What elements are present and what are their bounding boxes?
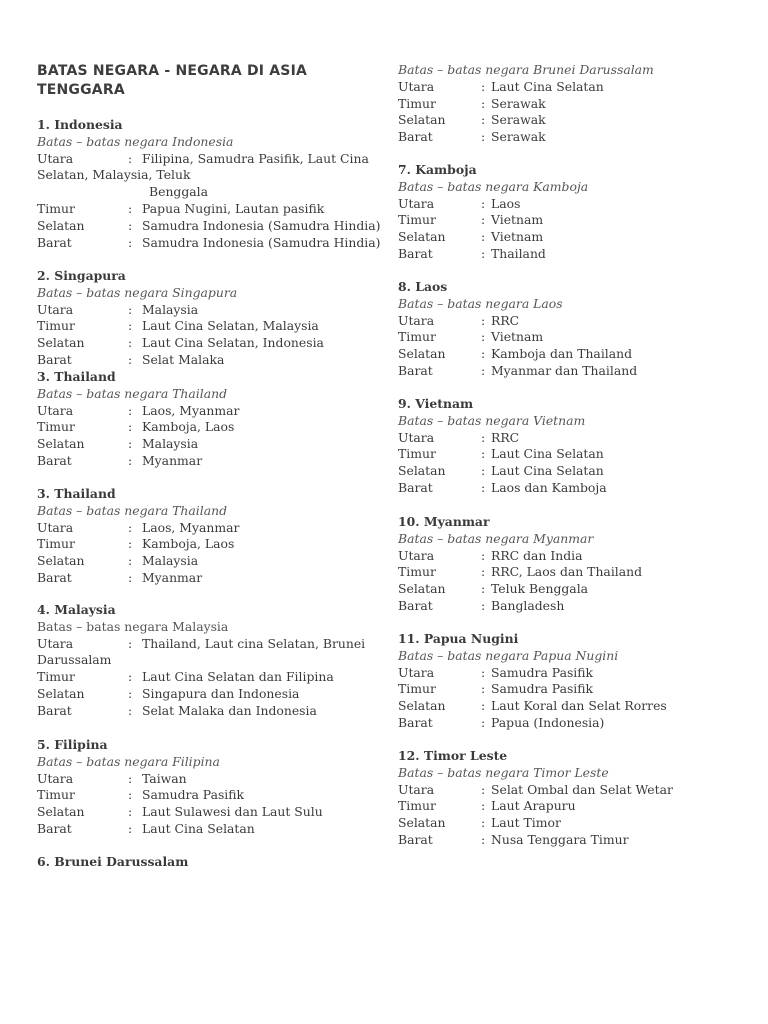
border-value: Papua Nugini, Lautan pasifik xyxy=(142,200,325,216)
section-heading: 11. Papua Nugini xyxy=(398,631,519,646)
border-value: Myanmar xyxy=(142,569,203,585)
direction-label: Barat xyxy=(37,702,72,718)
direction-label: Selatan xyxy=(398,581,446,597)
separator: : xyxy=(481,78,486,94)
separator: : xyxy=(481,831,486,847)
border-value: Selat Malaka xyxy=(142,351,225,367)
separator: : xyxy=(128,351,133,367)
border-row xyxy=(398,798,738,815)
border-row xyxy=(398,346,738,363)
separator: : xyxy=(128,553,133,569)
border-row xyxy=(398,112,738,129)
border-value: Myanmar dan Thailand xyxy=(491,362,638,378)
section-subtitle: Batas – batas negara Thailand xyxy=(37,502,228,518)
separator: : xyxy=(481,346,486,362)
border-value: Laut Sulawesi dan Laut Sulu xyxy=(142,804,323,820)
direction-label: Barat xyxy=(398,597,433,613)
border-row xyxy=(398,548,738,565)
border-row xyxy=(37,804,387,821)
separator: : xyxy=(481,245,486,261)
separator: : xyxy=(128,787,133,803)
direction-label: Selatan xyxy=(398,346,446,362)
section-heading: 10. Myanmar xyxy=(398,514,490,529)
border-value: Thailand xyxy=(491,245,546,261)
border-value: Vietnam xyxy=(491,329,544,345)
border-value: Laut Koral dan Selat Rorres xyxy=(491,698,667,714)
separator: : xyxy=(128,335,133,351)
direction-label: Selatan xyxy=(398,463,446,479)
separator: : xyxy=(128,685,133,701)
border-row xyxy=(37,703,387,720)
separator: : xyxy=(481,129,486,145)
section-heading: 4. Malaysia xyxy=(37,602,116,617)
country-section xyxy=(398,748,738,849)
border-value: Papua (Indonesia) xyxy=(491,714,605,730)
section-subtitle: Batas – batas negara Filipina xyxy=(37,753,220,769)
section-subtitle: Batas – batas negara Malaysia xyxy=(37,618,229,634)
direction-label: Timur xyxy=(398,95,436,111)
direction-label: Barat xyxy=(398,129,433,145)
border-row xyxy=(398,79,738,96)
direction-label: Timur xyxy=(398,564,436,580)
separator: : xyxy=(481,229,486,245)
border-value: Selat Malaka dan Indonesia xyxy=(142,702,317,718)
border-row xyxy=(37,821,387,838)
border-row xyxy=(37,553,387,570)
separator: : xyxy=(481,781,486,797)
direction-label: Utara xyxy=(398,312,435,328)
border-value: Serawak xyxy=(491,95,546,111)
direction-label: Utara xyxy=(37,519,74,535)
border-value: Laut Cina Selatan, Malaysia xyxy=(142,318,319,334)
separator: : xyxy=(481,362,486,378)
border-value: Selat Ombal dan Selat Wetar xyxy=(491,781,673,797)
section-heading: 6. Brunei Darussalam xyxy=(37,854,189,869)
page-title: BATAS NEGARA - NEGARA DI ASIA TENGGARA xyxy=(37,63,308,98)
section-heading: 1. Indonesia xyxy=(37,117,123,132)
border-row xyxy=(398,229,738,246)
row-continuation: Benggala xyxy=(149,184,209,200)
separator: : xyxy=(128,402,133,418)
separator: : xyxy=(481,479,486,495)
direction-label: Utara xyxy=(37,301,74,317)
separator: : xyxy=(128,669,133,685)
border-value: Kamboja, Laos xyxy=(142,419,235,435)
border-row xyxy=(37,318,387,335)
direction-label: Barat xyxy=(37,452,72,468)
direction-label: Utara xyxy=(398,664,435,680)
border-value: Samudra Pasifik xyxy=(142,787,245,803)
separator: : xyxy=(481,112,486,128)
border-value: Taiwan xyxy=(142,770,187,786)
direction-label: Utara xyxy=(398,195,435,211)
border-value: Samudra Pasifik xyxy=(491,681,594,697)
direction-label: Selatan xyxy=(398,229,446,245)
section-heading: 3. Thailand xyxy=(37,486,116,501)
border-row xyxy=(398,212,738,229)
section-subtitle: Batas – batas negara Kamboja xyxy=(398,178,589,194)
border-value: Laos xyxy=(491,195,521,211)
border-row xyxy=(398,832,738,849)
border-row xyxy=(37,771,387,788)
border-value: Thailand, Laut cina Selatan, Brunei xyxy=(142,635,366,651)
border-value: Singapura dan Indonesia xyxy=(142,685,300,701)
direction-label: Timur xyxy=(37,787,75,803)
border-row xyxy=(37,787,387,804)
border-row xyxy=(398,480,738,497)
border-value: Teluk Benggala xyxy=(491,581,589,597)
separator: : xyxy=(128,820,133,836)
section-subtitle: Batas – batas negara Myanmar xyxy=(398,530,594,546)
border-row xyxy=(398,246,738,263)
direction-label: Timur xyxy=(398,446,436,462)
separator: : xyxy=(128,635,133,651)
direction-label: Timur xyxy=(398,329,436,345)
border-value: Bangladesh xyxy=(491,597,565,613)
direction-label: Timur xyxy=(37,200,75,216)
direction-label: Utara xyxy=(398,547,435,563)
border-row xyxy=(398,665,738,682)
separator: : xyxy=(481,212,486,228)
direction-label: Selatan xyxy=(398,112,446,128)
separator: : xyxy=(128,436,133,452)
section-subtitle: Batas – batas negara Indonesia xyxy=(37,133,234,149)
separator: : xyxy=(128,419,133,435)
direction-label: Utara xyxy=(37,402,74,418)
separator: : xyxy=(128,217,133,233)
direction-label: Selatan xyxy=(398,698,446,714)
section-heading: 9. Vietnam xyxy=(398,396,474,411)
separator: : xyxy=(128,519,133,535)
section-heading: 12. Timor Leste xyxy=(398,748,508,763)
direction-label: Selatan xyxy=(37,804,85,820)
border-row xyxy=(398,463,738,480)
separator: : xyxy=(128,804,133,820)
direction-label: Selatan xyxy=(37,553,85,569)
border-row xyxy=(398,313,738,330)
direction-label: Utara xyxy=(398,781,435,797)
border-value: Samudra Indonesia (Samudra Hindia) xyxy=(142,217,381,233)
direction-label: Timur xyxy=(37,669,75,685)
separator: : xyxy=(481,698,486,714)
border-row xyxy=(37,235,387,252)
border-row xyxy=(37,453,387,470)
separator: : xyxy=(128,536,133,552)
border-value: Vietnam xyxy=(491,229,544,245)
border-value: Myanmar xyxy=(142,452,203,468)
separator: : xyxy=(481,564,486,580)
section-heading: 7. Kamboja xyxy=(398,162,477,177)
direction-label: Selatan xyxy=(37,436,85,452)
direction-label: Timur xyxy=(398,681,436,697)
border-value: Serawak xyxy=(491,112,546,128)
border-value: Laut Timor xyxy=(491,815,561,831)
border-row xyxy=(37,570,387,587)
country-section xyxy=(37,602,387,720)
border-row xyxy=(398,681,738,698)
section-subtitle: Batas – batas negara Laos xyxy=(398,295,563,311)
separator: : xyxy=(481,664,486,680)
direction-label: Barat xyxy=(37,351,72,367)
border-row xyxy=(37,419,387,436)
separator: : xyxy=(128,200,133,216)
separator: : xyxy=(481,597,486,613)
separator: : xyxy=(128,770,133,786)
direction-label: Utara xyxy=(37,150,74,166)
direction-label: Timur xyxy=(37,419,75,435)
border-row xyxy=(398,363,738,380)
border-row xyxy=(37,686,387,703)
border-value: Malaysia xyxy=(142,436,199,452)
direction-label: Utara xyxy=(398,429,435,445)
border-value: Nusa Tenggara Timur xyxy=(491,831,629,847)
border-row xyxy=(398,715,738,732)
border-value: Vietnam xyxy=(491,212,544,228)
country-section xyxy=(398,279,738,380)
border-value: Malaysia xyxy=(142,301,199,317)
country-section xyxy=(37,369,387,470)
section-subtitle: Batas – batas negara Thailand xyxy=(37,385,228,401)
border-row xyxy=(398,815,738,832)
border-value: Samudra Indonesia (Samudra Hindia) xyxy=(142,234,381,250)
border-value: RRC dan India xyxy=(491,547,583,563)
border-row xyxy=(398,598,738,615)
separator: : xyxy=(128,318,133,334)
separator: : xyxy=(128,702,133,718)
section-subtitle: Batas – batas negara Vietnam xyxy=(398,412,586,428)
border-value: Samudra Pasifik xyxy=(491,664,594,680)
border-row xyxy=(37,403,387,420)
direction-label: Utara xyxy=(37,770,74,786)
border-row xyxy=(37,669,387,686)
border-row xyxy=(37,520,387,537)
separator: : xyxy=(128,452,133,468)
country-section xyxy=(37,486,387,587)
border-value: Laos dan Kamboja xyxy=(491,479,607,495)
border-row xyxy=(398,782,738,799)
direction-label: Utara xyxy=(398,78,435,94)
border-value: RRC, Laos dan Thailand xyxy=(491,564,643,580)
border-row xyxy=(37,436,387,453)
border-value: Laut Cina Selatan xyxy=(491,463,604,479)
border-row xyxy=(398,129,738,146)
border-row xyxy=(398,196,738,213)
country-section xyxy=(398,62,738,146)
separator: : xyxy=(481,714,486,730)
direction-label: Barat xyxy=(37,234,72,250)
country-section xyxy=(398,631,738,732)
border-row xyxy=(37,218,387,235)
separator: : xyxy=(481,815,486,831)
border-row xyxy=(398,564,738,581)
country-section xyxy=(398,396,738,497)
border-value: Laut Cina Selatan, Indonesia xyxy=(142,335,324,351)
country-section xyxy=(37,737,387,838)
section-heading: 3. Thailand xyxy=(37,369,116,384)
country-section xyxy=(398,162,738,263)
row-continuation: Darussalam xyxy=(37,652,112,668)
country-section xyxy=(37,854,387,871)
border-row xyxy=(37,201,387,218)
separator: : xyxy=(128,234,133,250)
border-row xyxy=(37,151,387,168)
border-value: Kamboja dan Thailand xyxy=(491,346,633,362)
border-row xyxy=(398,430,738,447)
section-subtitle: Batas – batas negara Papua Nugini xyxy=(398,647,619,663)
separator: : xyxy=(481,312,486,328)
direction-label: Timur xyxy=(37,318,75,334)
border-value: Laos, Myanmar xyxy=(142,402,240,418)
border-value: Laut Cina Selatan xyxy=(491,446,604,462)
border-value: Kamboja, Laos xyxy=(142,536,235,552)
direction-label: Timur xyxy=(398,212,436,228)
direction-label: Barat xyxy=(37,569,72,585)
separator: : xyxy=(481,429,486,445)
section-subtitle: Batas – batas negara Singapura xyxy=(37,284,238,300)
separator: : xyxy=(481,547,486,563)
border-value: Laut Arapuru xyxy=(491,798,576,814)
direction-label: Barat xyxy=(398,479,433,495)
border-row xyxy=(398,698,738,715)
border-row xyxy=(37,335,387,352)
separator: : xyxy=(481,798,486,814)
separator: : xyxy=(128,569,133,585)
section-heading: 5. Filipina xyxy=(37,737,108,752)
separator: : xyxy=(481,581,486,597)
border-value: Malaysia xyxy=(142,553,199,569)
direction-label: Barat xyxy=(398,831,433,847)
section-subtitle: Batas – batas negara Timor Leste xyxy=(398,764,609,780)
separator: : xyxy=(481,329,486,345)
border-row xyxy=(398,446,738,463)
separator: : xyxy=(481,681,486,697)
border-value: Laos, Myanmar xyxy=(142,519,240,535)
border-value: Filipina, Samudra Pasifik, Laut Cina xyxy=(142,150,369,166)
border-row xyxy=(37,536,387,553)
direction-label: Barat xyxy=(398,362,433,378)
section-heading: 2. Singapura xyxy=(37,268,126,283)
section-subtitle: Batas – batas negara Brunei Darussalam xyxy=(398,62,654,77)
border-row xyxy=(398,581,738,598)
direction-label: Selatan xyxy=(398,815,446,831)
direction-label: Barat xyxy=(398,714,433,730)
border-row xyxy=(398,329,738,346)
separator: : xyxy=(481,463,486,479)
border-value: Laut Cina Selatan xyxy=(491,78,604,94)
border-value: Laut Cina Selatan xyxy=(142,820,255,836)
border-row xyxy=(398,96,738,113)
country-section xyxy=(37,117,387,251)
border-value: RRC xyxy=(491,312,520,328)
direction-label: Timur xyxy=(398,798,436,814)
border-row xyxy=(37,302,387,319)
direction-label: Barat xyxy=(37,820,72,836)
section-heading: 8. Laos xyxy=(398,279,448,294)
border-value: Laut Cina Selatan dan Filipina xyxy=(142,669,334,685)
direction-label: Timur xyxy=(37,536,75,552)
direction-label: Selatan xyxy=(37,335,85,351)
border-value: Serawak xyxy=(491,129,546,145)
border-value: RRC xyxy=(491,429,520,445)
country-section xyxy=(398,514,738,615)
direction-label: Selatan xyxy=(37,217,85,233)
border-row xyxy=(37,636,387,653)
row-continuation: Selatan, Malaysia, Teluk xyxy=(37,167,191,183)
separator: : xyxy=(128,150,133,166)
direction-label: Utara xyxy=(37,635,74,651)
separator: : xyxy=(128,301,133,317)
border-row xyxy=(37,352,387,369)
direction-label: Selatan xyxy=(37,685,85,701)
separator: : xyxy=(481,95,486,111)
country-section xyxy=(37,268,387,369)
direction-label: Barat xyxy=(398,245,433,261)
separator: : xyxy=(481,446,486,462)
separator: : xyxy=(481,195,486,211)
